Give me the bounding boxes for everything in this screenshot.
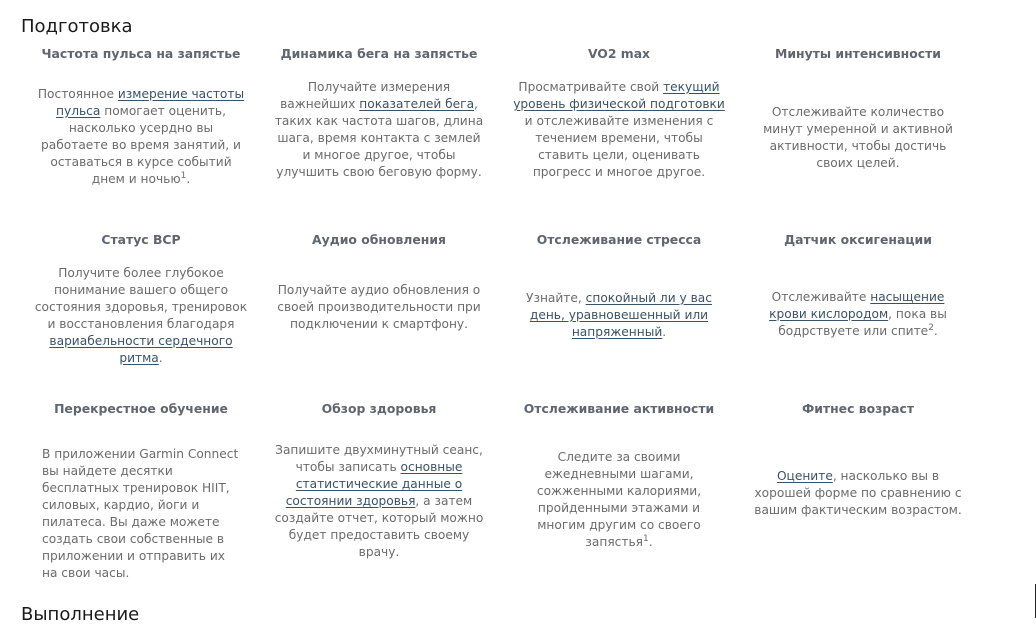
footnote-marker: 1 [180, 171, 187, 181]
feature-title: Перекрестное обучение [54, 401, 228, 416]
feature-running-dynamics [264, 46, 494, 196]
feature-link[interactable]: насыщение крови кислородом [769, 290, 945, 321]
feature-description [42, 446, 242, 582]
feature-text: Получите более глубокое понимание вашего общего состояния здоровья, тренировок и восстановления благодаря [34, 266, 248, 331]
feature-text: Получайте измерения важнейших [280, 80, 451, 111]
features-grid [21, 0, 978, 618]
feature-link[interactable]: основные статистические данные о состоянии здоровья [285, 460, 463, 508]
feature-link[interactable]: текущий уровень физической подготовки [513, 80, 725, 111]
feature-description [272, 442, 486, 561]
feature-text: Запишите двухминутный сеанс, чтобы записать [275, 443, 483, 474]
feature-title: Датчик оксигенации [784, 232, 932, 247]
section-title-performance: Выполнение [21, 604, 140, 625]
feature-text: Получайте аудио обновления о своей производительности при подключении к смартфону. [277, 283, 481, 331]
feature-stress-tracking [504, 232, 734, 372]
feature-text: , а затем создайте отчет, который можно будет предоставить своему врачу. [274, 494, 484, 559]
feature-fitness-age [743, 401, 973, 586]
feature-title: Отслеживание стресса [536, 232, 702, 247]
feature-title: Обзор здоровья [321, 401, 437, 416]
feature-description [512, 290, 726, 341]
feature-text: Отслеживайте количество минут умеренной и активной активности, чтобы достичь своих целей. [763, 105, 953, 170]
footnote-marker: 2 [928, 323, 934, 333]
feature-text: помогает оценить, насколько усердно вы работаете во время занятий, и оставаться в курсе событий днем и ночью [41, 104, 241, 186]
feature-text: , таких как частота шагов, длина шага, время контакта с землей и многое другое, чтобы улучшить свою беговую форму. [274, 97, 484, 179]
feature-pulse-ox [743, 232, 973, 372]
feature-description [751, 289, 965, 340]
feature-description [751, 104, 965, 172]
feature-title: Статус ВСР [101, 232, 181, 247]
section-title-preparation: Подготовка [21, 16, 133, 37]
feature-text: В приложении Garmin Connect вы найдете десятки бесплатных тренировок HIIT, силовых, кардио, йоги и пилатеса. Вы даже можете создать свои собственные в приложении и отправить их на свои часы. [42, 447, 239, 580]
feature-description [34, 265, 248, 367]
feature-text: . [158, 351, 163, 365]
feature-description [34, 86, 248, 188]
feature-link[interactable]: измерение частоты пульса [56, 87, 245, 118]
feature-text: Просматривайте свой [518, 80, 664, 94]
feature-audio-prompts [264, 232, 494, 372]
feature-link[interactable]: спокойный ли у вас день, уравновешенный или напряженный [529, 291, 712, 339]
feature-description [751, 468, 965, 519]
feature-health-snapshot [264, 401, 494, 586]
feature-text: . [648, 535, 653, 549]
feature-text: , пока вы бодрствуете или спите [778, 307, 947, 338]
feature-text: Постоянное [37, 87, 118, 101]
feature-title: Фитнес возраст [801, 401, 915, 416]
feature-text: . [186, 172, 191, 186]
footnote-marker: 1 [642, 534, 649, 544]
feature-title: Минуты интенсивности [775, 46, 941, 61]
feature-title: Динамика бега на запястье [280, 46, 478, 61]
feature-text: Следите за своими ежедневными шагами, сожженными калориями, пройденными этажами и многим другим со своего запястья [536, 450, 702, 549]
feature-description [512, 449, 726, 551]
feature-wrist-heart-rate [26, 46, 256, 196]
feature-text: и отслеживайте изменения с течением времени, чтобы ставить цели, оценивать прогресс и многое другое. [524, 114, 714, 179]
feature-title: Отслеживание активности [523, 401, 715, 416]
feature-text: , насколько вы в хорошей форме по сравнению с вашим фактическим возрастом. [754, 469, 962, 517]
feature-text: Узнайте, [526, 291, 586, 305]
feature-vo2-max [504, 46, 734, 196]
feature-title: VO2 max [587, 46, 651, 61]
feature-link[interactable]: показателей бега [359, 97, 475, 111]
feature-activity-tracking [504, 401, 734, 586]
feature-text: . [662, 325, 667, 339]
feature-hrv-status [26, 232, 256, 372]
feature-link[interactable]: вариабельности сердечного ритма [49, 334, 233, 365]
feature-title: Аудио обновления [312, 232, 446, 247]
feature-text: . [933, 324, 938, 338]
feature-title: Частота пульса на запястье [41, 46, 241, 61]
feature-cross-training [26, 401, 256, 586]
feature-description [272, 79, 486, 181]
feature-description [272, 282, 486, 333]
feature-description [512, 79, 726, 181]
feature-intensity-minutes [743, 46, 973, 196]
feature-text: Отслеживайте [771, 290, 871, 304]
feature-link[interactable]: Оцените [776, 469, 833, 483]
